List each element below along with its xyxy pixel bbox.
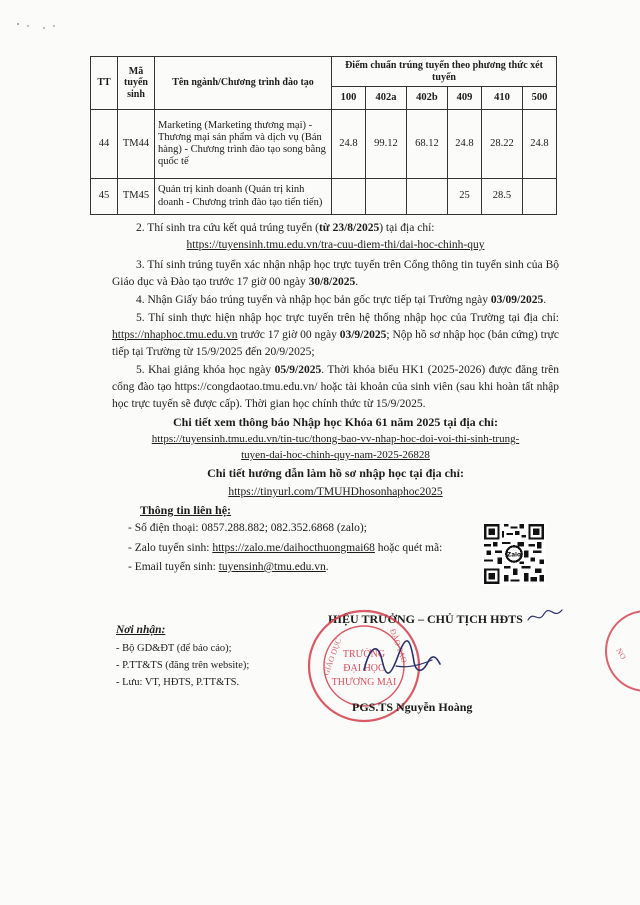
item-2-text-end: ) tại địa chỉ: <box>379 222 435 234</box>
notice-link-line-1[interactable]: https://tuyensinh.tmu.edu.vn/tin-tuc/thong-bao-vv-nhap-hoc-doi-voi-thi-sinh-trung- <box>151 433 520 445</box>
item-5 <box>112 310 559 361</box>
header-program: Tên ngành/Chương trình đào tạo <box>155 57 332 110</box>
item-3 <box>112 257 559 291</box>
cell-score: 24.8 <box>332 110 366 179</box>
item-3-text: 3. Thí sinh trúng tuyển xác nhận nhập học trực tuyến trên Cổng thông tin tuyển sinh của Bộ Giáo dục và Đào tạo trước 17 giờ 00 ngày <box>112 259 559 288</box>
cell-score <box>522 179 556 215</box>
item-2 <box>112 220 559 237</box>
cell-score: 99.12 <box>365 110 406 179</box>
contact-email <box>128 561 329 573</box>
handwritten-signature <box>356 626 446 686</box>
item-4-date: 03/09/2025 <box>490 294 544 306</box>
item-3-text-end: . <box>355 276 359 288</box>
item-5-date: 03/9/2025 <box>339 329 387 341</box>
cell-score: 24.8 <box>447 110 481 179</box>
scan-marks <box>14 14 64 34</box>
zalo-qr-code[interactable] <box>482 522 546 586</box>
header-method: 402a <box>365 87 406 110</box>
cell-tt: 44 <box>91 110 118 179</box>
table-row <box>91 179 557 215</box>
svg-text:Zalo: Zalo <box>507 552 521 559</box>
item-6-text: 5. Khai giảng khóa học ngày <box>136 364 275 376</box>
item-6-text-end: . Thời khóa biểu HK1 (2025-2026) được đăng trên cổng đào tạo https://congdaotao.tmu.edu.vn/ hoặc tài khoản của sinh viên (sau khi hoàn tất nhập học trực tuyến sẽ được cấp). Thời gian học chính thức từ 15/9/2025. <box>112 364 560 410</box>
svg-text:ĐÀO TẠO: ĐÀO TẠO <box>388 627 409 665</box>
cell-score <box>332 179 366 215</box>
contact-email-suffix: . <box>325 561 329 573</box>
contact-zalo-label: - Zalo tuyển sinh: <box>128 542 213 554</box>
contact-zalo <box>128 542 442 554</box>
contact-email-label: - Email tuyển sinh: <box>128 561 219 573</box>
seal-fragment <box>586 606 640 696</box>
email-link[interactable]: tuyensinh@tmu.edu.vn <box>218 561 326 573</box>
cell-score: 25 <box>447 179 481 215</box>
header-method: 500 <box>522 87 556 110</box>
item-5-text-end: ; Nộp hồ sơ nhập học (bản cứng) trực tiếp tại Trường từ 15/9/2025 đến 20/9/2025; <box>112 329 560 358</box>
item-6 <box>112 362 559 413</box>
item-4-text-end: . <box>543 294 547 306</box>
item-3-date: 30/8/2025 <box>308 276 356 288</box>
table-row <box>91 110 557 179</box>
cell-score: 28.5 <box>481 179 522 215</box>
svg-text:THƯƠNG MẠI: THƯƠNG MẠI <box>331 677 397 688</box>
cell-score <box>365 179 406 215</box>
header-method-group: Điểm chuẩn trúng tuyển theo phương thức xét tuyển <box>332 57 557 87</box>
guide-title: Chi tiết hướng dẫn làm hồ sơ nhập học tại địa chỉ: <box>207 466 464 480</box>
contact-title: Thông tin liên hệ: <box>140 503 232 517</box>
recipient-item: - Lưu: VT, HĐTS, P.TT&TS. <box>116 677 240 688</box>
svg-text:GIÁO DỤC: GIÁO DỤC <box>321 637 344 677</box>
recipient-item: - P.TT&TS (đăng trên website); <box>116 660 250 671</box>
item-4 <box>112 292 559 309</box>
svg-text:TRƯỜNG: TRƯỜNG <box>342 649 386 660</box>
zalo-link[interactable]: https://zalo.me/daihocthuongmai68 <box>212 542 375 554</box>
item-4-text: 4. Nhận Giấy báo trúng tuyển và nhập học bản gốc trực tiếp tại Trường ngày <box>136 294 491 306</box>
guide-link[interactable]: https://tinyurl.com/TMUHDhosonhaphoc2025 <box>228 486 443 498</box>
signer-name: PGS.TS Nguyễn Hoàng <box>352 700 473 714</box>
cell-program: Marketing (Marketing thương mại) - Thương mại sản phẩm và dịch vụ (Bán hàng) - Chương trình đào tạo song bằng quốc tế <box>155 110 332 179</box>
item-5-text-mid: trước 17 giờ 00 ngày <box>237 329 340 341</box>
enrollment-link[interactable]: https://nhaphoc.tmu.edu.vn <box>112 329 238 341</box>
header-method: 402b <box>406 87 447 110</box>
signer-title: HIỆU TRƯỞNG – CHỦ TỊCH HĐTS <box>328 612 523 626</box>
item-6-date: 05/9/2025 <box>274 364 322 376</box>
notice-title: Chi tiết xem thông báo Nhập học Khóa 61 năm 2025 tại địa chỉ: <box>172 415 499 429</box>
notice-link-line-2[interactable]: tuyen-dai-hoc-chinh-quy-nam-2025-26828 <box>241 449 430 461</box>
cell-code: TM45 <box>118 179 155 215</box>
cell-score <box>406 179 447 215</box>
item-2-text: 2. Thí sinh tra cứu kết quả trúng tuyển ( <box>136 222 319 234</box>
header-method: 100 <box>332 87 366 110</box>
cell-score: 24.8 <box>522 110 556 179</box>
contact-zalo-suffix: hoặc quét mã: <box>374 542 443 554</box>
lookup-link[interactable]: https://tuyensinh.tmu.edu.vn/tra-cuu-diem-thi/dai-hoc-chinh-quy <box>186 239 485 251</box>
header-method: 410 <box>481 87 522 110</box>
svg-text:NO: NO <box>614 646 628 662</box>
cell-tt: 45 <box>91 179 118 215</box>
initial-signature <box>526 606 566 626</box>
recipient-item: - Bộ GD&ĐT (để báo cáo); <box>116 643 232 654</box>
item-5-text: 5. Thí sinh thực hiện nhập học trực tuyến trên hệ thống nhập học của Trường tại địa chỉ: <box>136 312 559 324</box>
header-tt: TT <box>91 57 118 110</box>
cell-score: 28.22 <box>481 110 522 179</box>
recipients-title: Nơi nhận: <box>116 624 166 636</box>
admission-score-table <box>90 56 557 215</box>
cell-code: TM44 <box>118 110 155 179</box>
header-code: Mã tuyển sinh <box>118 57 155 110</box>
svg-text:ĐẠI HỌC: ĐẠI HỌC <box>343 663 385 674</box>
header-method: 409 <box>447 87 481 110</box>
contact-phone: - Số điện thoại: 0857.288.882; 082.352.6868 (zalo); <box>128 522 367 534</box>
item-2-date: từ 23/8/2025 <box>318 222 380 234</box>
cell-program: Quản trị kinh doanh (Quản trị kinh doanh - Chương trình đào tạo tiến tiến) <box>155 179 332 215</box>
recipients-list <box>116 640 249 691</box>
cell-score: 68.12 <box>406 110 447 179</box>
